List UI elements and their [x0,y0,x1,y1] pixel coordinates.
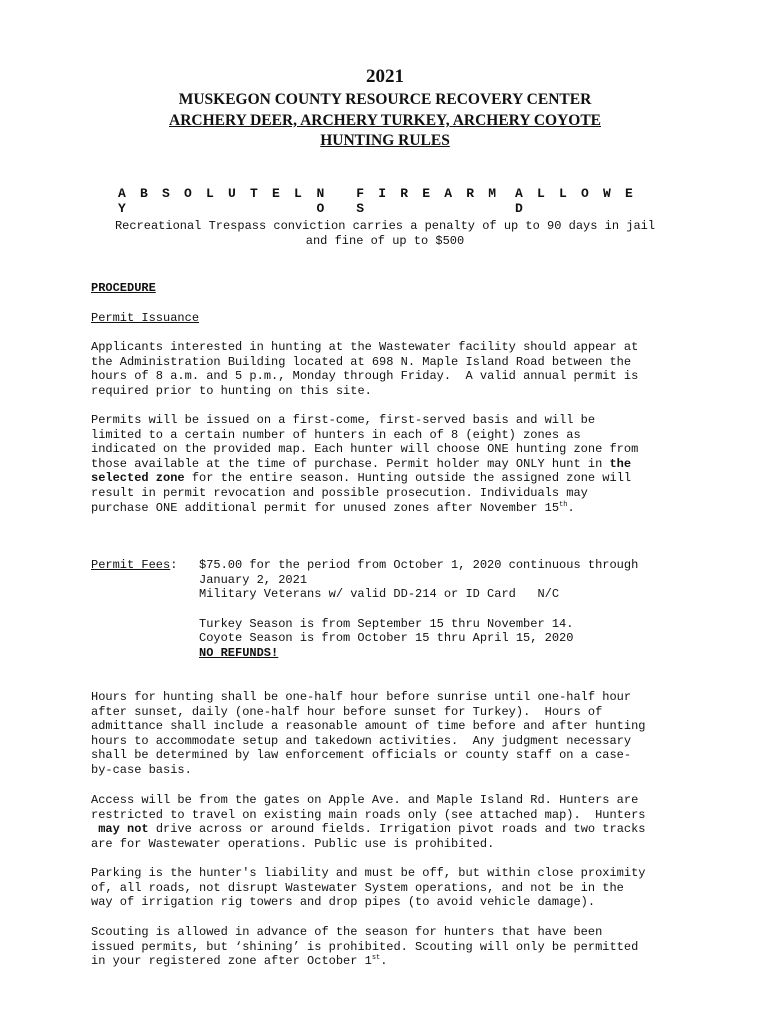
warning-word-3 [356,187,515,216]
warning-letter: L [206,186,214,201]
permit-fees-label-text: Permit Fees [91,558,171,572]
permit-fees-colon: : [170,558,178,572]
warning-letter: L [294,186,302,201]
zones-bold-selected-zone: selected zone [91,471,185,486]
warning-letter: A [118,186,126,201]
warning-letter: O [316,200,325,216]
penalty-line-1: Recreational Trespass conviction carries a penalty of up to 90 days in jail [114,219,656,233]
scouting-superscript: st [371,954,381,963]
warning-letter: F [356,186,365,201]
scouting-text: Scouting is allowed in advance of the season for hunters that have been issued permits, but ‘shining’ is prohibited. Scouting will only be permitted in your registered zone after October 1 [91,925,639,969]
zones-text-a: Permits will be issued on a first-come, first-served basis and will be limited to a certain number of hunters in each of 8 (eight) zones as indicated on the provided map. Each hunter will choose ONE hunting zone from those available at the time of purchase. Permit holder may ONLY hunt in [91,413,639,471]
permit-issuance-paragraph: Applicants interested in hunting at the Wastewater facility should appear at the Administration Building located at 698 N. Maple Island Road between the hours of 8 a.m. and 5 p.m., Monday through Friday. A valid annual permit is required prior to hunting on this site. [91,340,639,398]
warning-letter: O [184,186,192,201]
permit-issuance-subheading: Permit Issuance [91,311,200,325]
access-text-b: drive across or around fields. Irrigation pivot roads and two tracks are for Wastewater operations. Public use is prohibited. [91,822,646,851]
title-archery-types: ARCHERY DEER, ARCHERY TURKEY, ARCHERY COYOTE [169,112,601,129]
warning-letter: E [272,186,280,201]
no-firearms-warning [118,187,654,216]
warning-letter: L [537,186,545,201]
warning-word-text [356,187,515,216]
zones-text-b: for the entire season. Hunting outside the assigned zone will result in permit revocation and possible prosecution. Individuals may purchase ONE additional permit for unused zones after November 15 [91,471,632,515]
title-organization: MUSKEGON COUNTY RESOURCE RECOVERY CENTER [178,91,592,108]
document-year: 2021 [366,66,404,87]
turkey-season-line: Turkey Season is from September 15 thru November 14. [199,617,574,631]
zones-period: . [567,500,575,515]
trespass-penalty-notice [90,219,680,248]
fee-line-2: January 2, 2021 [199,573,308,587]
scouting-period: . [380,954,388,969]
zones-bold-the: the [609,456,632,471]
warning-letter: T [250,186,258,201]
no-refunds-notice: NO REFUNDS! [199,646,279,660]
warning-letter: Y [118,200,126,216]
warning-letter: E [422,186,431,201]
penalty-line-2: and fine of up to $500 [305,233,465,248]
warning-word-1 [118,187,317,216]
warning-letter: N [316,186,325,201]
warning-letter: D [515,200,523,216]
warning-letter: E [625,186,633,201]
warning-letter: B [140,186,148,201]
access-bold-may-not: may not [98,822,149,837]
access-text-a: Access will be from the gates on Apple Ave. and Maple Island Rd. Hunters are restricted to travel on existing main roads only (see attached map). Hunters [91,793,646,822]
warning-word-text [515,187,654,216]
procedure-heading: PROCEDURE [91,281,156,295]
zones-superscript: th [559,500,568,509]
warning-letter: U [228,186,236,201]
warning-letter: A [515,186,523,201]
warning-word-text [317,187,357,216]
warning-word-2 [317,187,357,216]
warning-letter: S [356,200,365,216]
permit-zones-paragraph [91,413,671,515]
parking-paragraph: Parking is the hunter's liability and must be off, but within close proximity of, all roads, not disrupt Wastewater System operations, and not be in the way of irrigation rig towers and drop pipes (to avoid vehicle damage). [91,866,646,910]
warning-letter: R [466,186,475,201]
warning-letter: R [400,186,409,201]
coyote-season-line: Coyote Season is from October 15 thru April 15, 2020 [199,631,574,645]
title-hunting-rules: HUNTING RULES [320,132,450,149]
warning-word-4 [515,187,654,216]
access-paragraph [91,793,671,851]
permit-fees-label [91,558,177,573]
fee-line-veterans: Military Veterans w/ valid DD-214 or ID Card N/C [199,587,560,601]
warning-letter: L [559,186,567,201]
warning-letter: W [603,186,611,201]
warning-letter: O [581,186,589,201]
hunting-hours-paragraph: Hours for hunting shall be one-half hour before sunrise until one-half hour after sunset, daily (one-half hour before sunset for Turkey). Hours of admittance shall include a reasonable amount of time before and after hunting hours to accommodate setup and takedown activities. Any judgment necessary shall be determined by law enforcement officials or county staff on a case- by-case basis. [91,690,646,777]
warning-letter: A [444,186,453,201]
warning-letter: M [488,186,497,201]
fee-line-1: $75.00 for the period from October 1, 2020 continuous through [199,558,639,572]
scouting-paragraph [91,925,671,969]
warning-letter: S [162,186,170,201]
warning-word-text [118,187,317,216]
warning-letter: I [378,186,387,201]
